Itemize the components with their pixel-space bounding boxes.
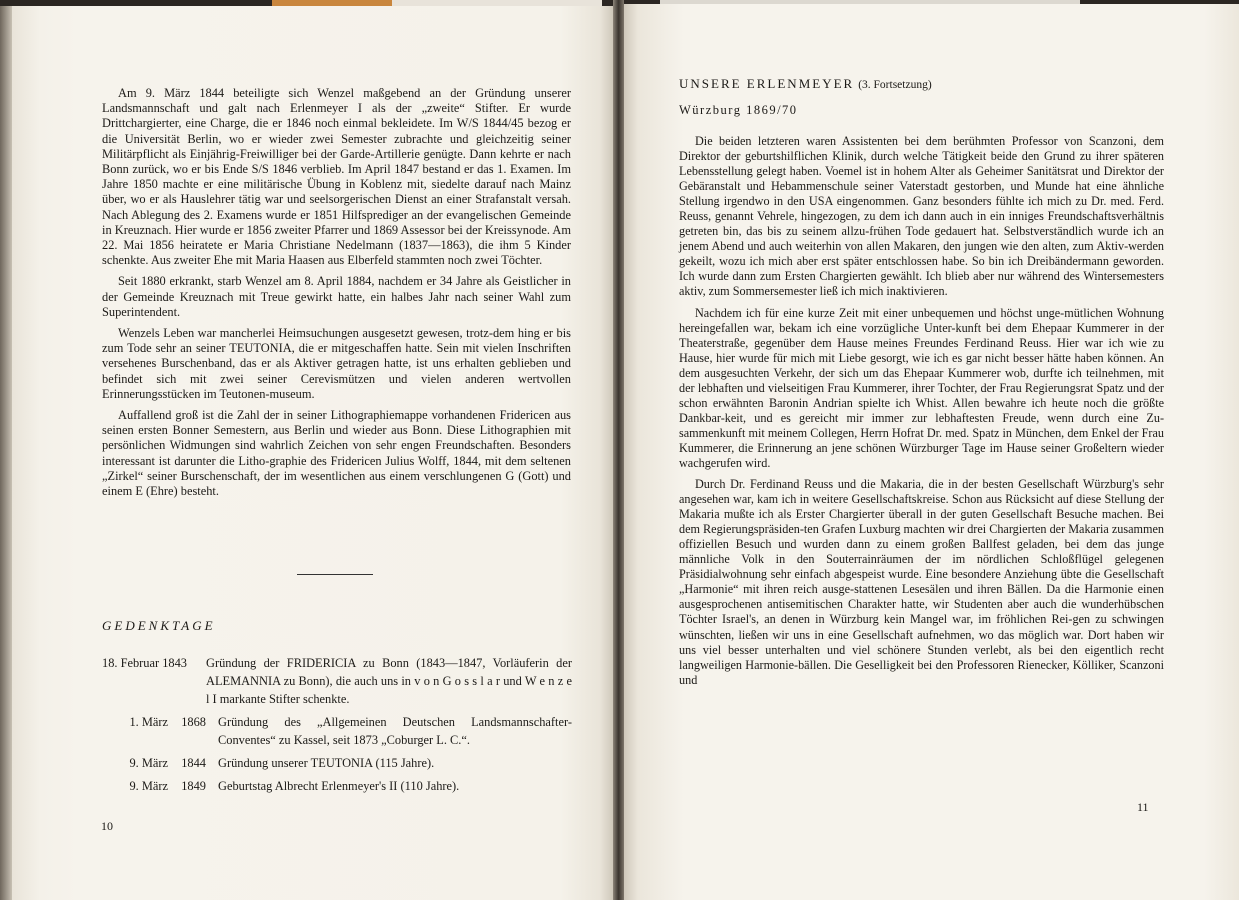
entry-date: 9. März: [129, 756, 168, 770]
page-subtitle: Würzburg 1869/70: [679, 103, 798, 117]
paragraph: Die beiden letzteren waren Assistenten bei dem berühmten Professor von Scanzoni, dem Direktor der geburtshilflichen Klinik, durch welche Tätigkeit beide den Grund zu ihrer späteren Lebensstellung gelegt haben. Voemel ist in hohem Alter als Geheimer Sanitätsrat und Direktor der Gebäranstalt und Hebammenschule seiner Vaterstadt gestorben, und Munde hat eine ähnliche Stellung irgendwo in den USA eingenommen. Ganz besonders fühlte ich mich zu Dr. med. Ferd. Reuss, genannt Vehrele, hingezogen, zu dem ich dann auch in ein inniges Freundschaftsverhältnis getreten bin, das bis zu seinem allzu-frühen Tode gedauert hat. Selbstverständlich wurde ich an jenem Abend und auch weiterhin von allen Makaren, den jungen wie den alten, zum Aktiv-werden gekeilt, wozu ich mich aber erst später entschlossen habe. So bin ich Dreibändermann geworden. Ich wurde dann zum Ersten Chargierten gewählt. Ich blieb aber nur während des Wintersemesters aktiv, zum Sommersemester ließ ich mich inaktivieren.: [679, 134, 1164, 299]
section-divider: [297, 574, 373, 575]
entry-text: Geburtstag Albrecht Erlenmeyer's II (110 Jahre).: [218, 779, 460, 793]
entry-date: 9. März: [129, 779, 168, 793]
entry-text: Gründung der FRIDERICIA zu Bonn (1843—1847, Vorläuferin der ALEMANNIA zu Bonn), die auch uns in v o n G o s s l a r und W e n z e l I markante Stifter schenkte.: [206, 656, 572, 706]
book-edge: [0, 6, 12, 900]
entry-date: 18. Februar 1843: [102, 656, 187, 670]
entry-year: 1849: [181, 779, 206, 793]
entry-year: 1844: [181, 756, 206, 770]
entry-text: Gründung unserer TEUTONIA (115 Jahre).: [218, 756, 435, 770]
paragraph: Wenzels Leben war mancherlei Heimsuchungen ausgesetzt gewesen, trotz-dem hing er bis zum Tode sehr an seiner TEUTONIA, die er mitgeschaffen hatte. Sein mit vielen Inschriften versehenes Burschenband, das er als Aktiver getragen hatte, ist uns erhalten geblieben und befindet sich mit zwei seiner Cerevismützen und vielen anderen wertvollen Erinnerungsstücken im Teutonen-museum.: [102, 326, 571, 401]
right-body-text: [679, 134, 1164, 694]
list-item: [102, 713, 572, 749]
list-item: [102, 777, 572, 795]
paragraph: Durch Dr. Ferdinand Reuss und die Makaria, die in der besten Gesellschaft Würzburg's sehr angesehen war, kam ich in weitere Gesellschaftskreise. Schon aus Rücksicht auf diese Stellung der Makaria mußte ich als Erster Chargierter überall in der guten Gesellschaft Besuche machen. Bei dem Regierungspräsiden-ten Grafen Luxburg machten wir drei Chargierten der Makaria zusammen offiziellen Besuch und wurden dann zu einem großen Ballfest geladen, bei dem das junge männliche Volk in den Souterrainräumen der im nördlichen Schloßflügel gelegenen Präsidialwohnung sehr einfach abgespeist wurde. Eine besondere Anziehung übte die Gesellschaft „Harmonie“ mit ihren reich ausge-stattenen Lesesälen und ihren Bällen. Da die Harmonie einen ausgesprochenen antisemitischen Charakter hatte, wir Studenten aber auch die wunderhübschen Töchter Israel's, an denen in Würzburg kein Mangel war, im fröhlichen Rei-gen zu schwingen wünschten, ließen wir uns in eine Gesellschaft aufnehmen, wo das möglich war. Dort haben wir uns viel besser unterhalten und viel schönere Stunden verlebt, als bei den eigentlich recht langweiligen Harmonie-bällen. Die Geselligkeit bei den Professoren Rienecker, Kölliker, Scanzoni und: [679, 477, 1164, 687]
left-page: [0, 6, 613, 900]
page-number: 11: [1137, 800, 1149, 814]
paragraph: Seit 1880 erkrankt, starb Wenzel am 8. April 1884, nachdem er 34 Jahre als Geistlicher in der Gemeinde Kreuznach mit Treue gewirkt hatte, ein halbes Jahr nach seiner Wahl zum Superintendent.: [102, 274, 571, 319]
book-gutter: [613, 0, 624, 900]
paragraph: Am 9. März 1844 beteiligte sich Wenzel maßgebend an der Gründung unserer Landsmannschaft und galt nach Erlenmeyer I als der „zweite“ Stifter. Er wurde Drittchargierter, eine Charge, die er 1846 noch einmal bekleidete. Im W/S 1844/45 bezog er die Universität Berlin, wo er wieder zwei Semester zubrachte und gleichzeitig seiner Militärpflicht als Einjährig-Freiwilliger bei der Garde-Artillerie genügte. Dann kehrte er nach Bonn zurück, wo er bis Ende S/S 1846 verblieb. Im April 1847 bestand er das 1. Examen. Im Jahre 1850 machte er eine militärische Übung in Koblenz mit, siedelte darauf nach Mainz über, wo er als Hauslehrer tätig war und seelsorgerischen Dienst an einer Strafanstalt versah. Nach Ablegung des 2. Examens wurde er 1851 Hilfsprediger an der evangelischen Gemeinde in Kreuznach. Hier wurde er 1856 zweiter Pfarrer und 1869 Assessor bei der Kreissynode. Am 22. Mai 1856 heiratete er Maria Christiane Nedelmann (1837—1863), die ihm 5 Kinder schenkte. Aus zweiter Ehe mit Maria Haasen aus Elberfeld stammten noch zwei Töchter.: [102, 86, 571, 268]
entry-text: Gründung des „Allgemeinen Deutschen Landsmannschafter-Conventes“ zu Kassel, seit 1873 „Coburger L. C.“.: [218, 715, 572, 747]
entry-date: 1. März: [129, 715, 168, 729]
title-note: (3. Fortsetzung): [858, 79, 932, 91]
title-text: UNSERE ERLENMEYER: [679, 76, 855, 91]
list-item: [102, 754, 572, 772]
left-body-text: [102, 86, 571, 505]
gedenktage-list: [102, 654, 572, 800]
entry-year: 1868: [181, 715, 206, 729]
right-page: [624, 4, 1239, 900]
list-item: [102, 654, 572, 708]
section-title-gedenktage: GEDENKTAGE: [102, 618, 216, 633]
paragraph: Auffallend groß ist die Zahl der in seiner Lithographiemappe vorhandenen Fridericen aus seinen ersten Bonner Semestern, aus Berlin und wieder aus Bonn. Diese Lithographien mit persönlichen Widmungen sind wahrlich Zeichen von sehr engen Freundschaften. Besonders interessant ist darunter die Litho-graphie des Fridericen Julius Wolff, 1844, mit dem seltenen „Zirkel“ seiner Burschenschaft, der im wesentlichen aus einem verschlungenen G (Gott) und einem E (Ehre) besteht.: [102, 408, 571, 499]
page-title: [679, 76, 932, 92]
page-number: 10: [101, 819, 113, 833]
paragraph: Nachdem ich für eine kurze Zeit mit einer unbequemen und höchst unge-mütlichen Wohnung hereingefallen war, bekam ich eine vorzügliche Unter-kunft bei dem Ehepaar Kummerer in der Theaterstraße, gegenüber dem Hause meines Freundes Ferdinand Reuss. Hier war ich wie zu Hause, hier wurde für mich mit Liebe gesorgt, wie ich es gar nicht besser hätte haben können. An dem ausgesuchten Verkehr, der sich um das Ehepaar Kummerer wob, durfte ich teilnehmen, mit der lebhaften und vielseitigen Frau Kummerer, ihrer Tochter, der Frau Regierungsrat Spatz und der schon erwähnten Baronin Andrian spielte ich Whist. Allen bewahre ich heute noch die größte Dankbar-keit, und es gereicht mir immer zur lebhaftesten Freude, wenn durch eine Zu-sammenkunft mit meinem Collegen, Herrn Hofrat Dr. med. Spatz in München, dem Enkel der Frau Kummerer, die Erinnerung an jene schönen Würzburger Tage im Hause seiner Großeltern wieder wachgerufen wird.: [679, 305, 1164, 470]
